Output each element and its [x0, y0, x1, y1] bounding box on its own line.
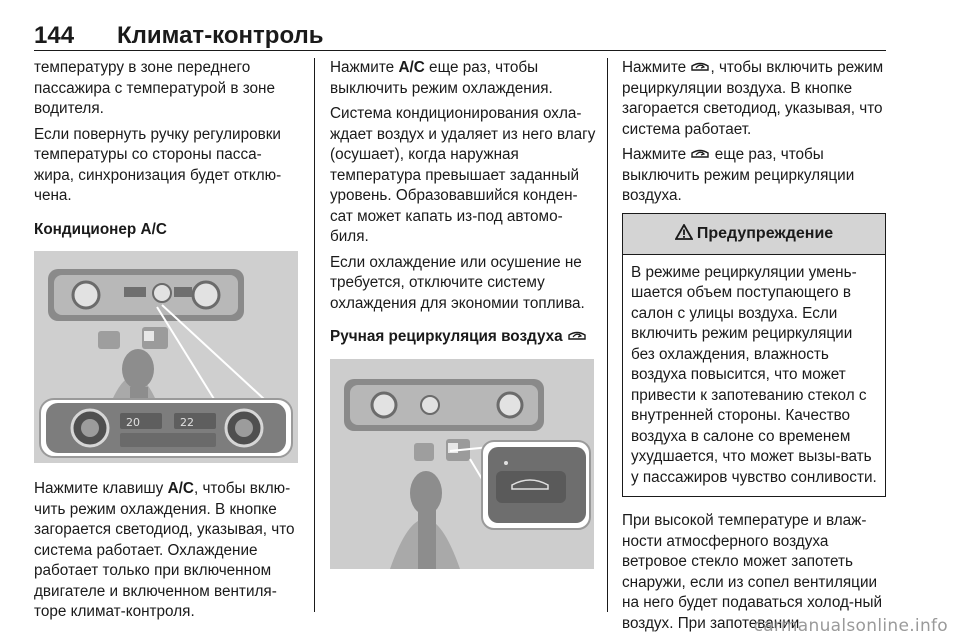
recirculation-icon — [567, 330, 587, 342]
paragraph: температуру в зоне переднего пассажира с температурой в зоне водителя. — [34, 59, 276, 117]
warning-body: В режиме рециркуляции умень-шается объем поступающего в салон с улицы воздуха. Если включить режим рециркуляции без охлаждения, влажность воздуха повысится, что может привести к запотеванию стекол с внутренней стороны. Качество воздуха в салоне со временем ухудшается, что может вызы-вать у пассажиров чувство сонливости. — [631, 263, 877, 486]
column-divider — [607, 58, 608, 612]
column-1 — [34, 58, 300, 628]
ac-key-label: A/C — [167, 480, 194, 497]
column-divider — [314, 58, 315, 612]
column-3 — [622, 58, 888, 639]
right-temp-display: 22 — [180, 416, 194, 429]
ac-panel-illustration — [34, 251, 298, 463]
paragraph: Нажмите , чтобы включить режим рециркуляции воздуха. В кнопке загорается светодиод, указывая, что система работает. — [622, 59, 884, 138]
page-header — [34, 22, 886, 52]
recirculation-icon — [690, 61, 710, 73]
page-number: 144 — [34, 22, 75, 49]
ac-key-label: A/C — [398, 59, 425, 76]
column-2 — [330, 58, 596, 569]
ac-panel-drawing — [34, 251, 298, 463]
warning-title: Предупреждение — [696, 224, 834, 242]
warning-triangle-icon — [675, 224, 693, 240]
warning-box — [622, 213, 886, 498]
paragraph: Нажмите A/C еще раз, чтобы выключить режим охлаждения. — [330, 59, 553, 97]
section-heading-recirculation: Ручная рециркуляция воздуха — [330, 327, 596, 348]
paragraph: Если повернуть ручку регулировки температуры со стороны пасса-жира, синхронизация будет отклю-чена. — [34, 125, 282, 204]
header-rule — [34, 50, 886, 51]
section-heading-ac: Кондиционер A/C — [34, 220, 167, 238]
recirculation-panel-drawing — [330, 359, 594, 569]
paragraph: Нажмите еще раз, чтобы выключить режим рециркуляции воздуха. — [622, 146, 855, 204]
paragraph: Если охлаждение или осушение не требуется, отключите систему охлаждения для экономии топлива. — [330, 253, 585, 312]
page-title: Климат-контроль — [117, 22, 324, 49]
recirculation-button-illustration — [330, 359, 594, 569]
paragraph: При высокой температуре и влаж-ности атмосферного воздуха ветровое стекло может запотеть снаружи, если из сопел вентиляции на него будет подаваться холод-ный воздух. При запотевании — [622, 512, 883, 632]
left-temp-display: 20 — [126, 416, 140, 429]
watermark-logo: carmanualsonline.info — [753, 616, 948, 636]
warning-header — [623, 214, 885, 255]
recirculation-icon — [690, 148, 710, 160]
paragraph: Система кондиционирования охла-ждает воздух и удаляет из него влагу (осушает), когда наружная температура превышает заданный уровень. Образовавшийся конден-сат может капать из-под автомо-биля. — [330, 105, 596, 245]
paragraph: Нажмите клавишу A/C, чтобы вклю-чить режим охлаждения. В кнопке загорается светодиод, указывая, что система работает. Охлаждение работает только при включенном двигателе и включенном вентиля-торе климат-контроля. — [34, 480, 295, 620]
